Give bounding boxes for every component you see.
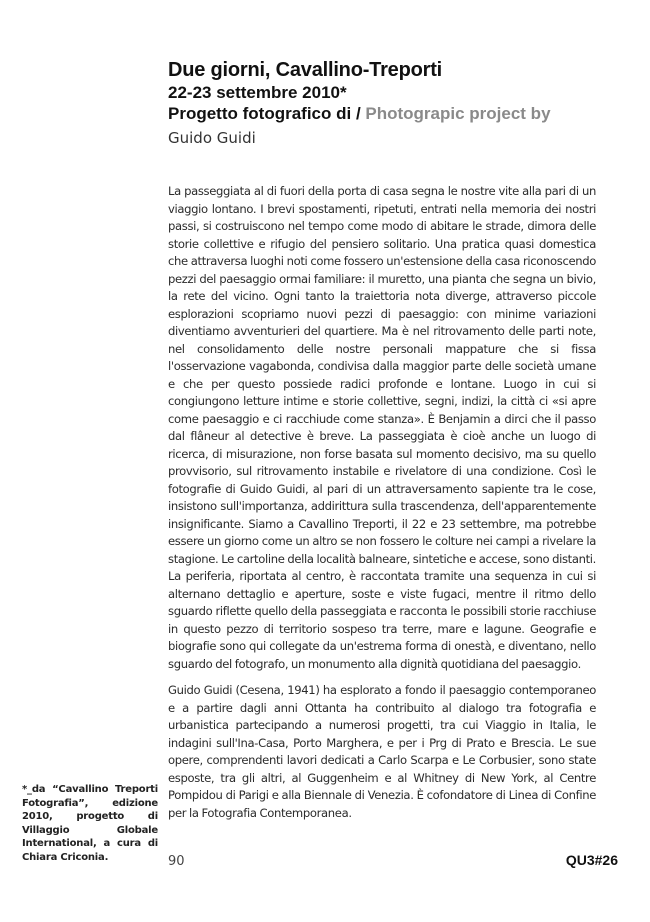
bio-text: (Cesena, 1941) ha esplorato a fondo il paesaggio contemporaneo e a partire dagli anni Ottanta ha contribuito al dialogo tra fotografia e urbanistica partecipando a numerosi progetti, tra cui Viaggio in Italia, le indagini sull'Ina-Casa, Porto Marghera, e per i Prg di Prato e Brescia. Le sue opere, comprendenti lavori dedicati a Carlo Scarpa e Le Corbusier, sono state esposte, tra gli altri, al Guggenheim e al Whitney di New York, al Centre Pompidou di Parigi e alla Biennale di Venezia. È cofondatore di Linea di Confine per la Fotografia Contemporanea. [168,683,596,820]
page-number: 90 [168,854,185,869]
author-name: Guido Guidi [168,129,256,147]
page-title: Due giorni, Cavallino-Treporti [168,59,443,81]
author-bio [168,682,596,822]
title-block [168,58,618,149]
bio-name: Guido Guidi [168,683,233,697]
project-line [168,103,618,125]
essay-body: La passeggiata al di fuori della porta di casa segna le nostre vite alla pari di un viaggio lontano. I brevi spostamenti, ripetuti, entrati nella memoria dei nostri passi, si costruiscono nel tempo come modo di abitare le strade, dimora delle storie collettive e rifugio del pensiero solitario. Una pratica quasi domestica che attraversa luoghi noti come fossero un'estensione della casa riconoscendo pezzi del paesaggio ormai familiare: il muretto, una pianta che segna un bivio, la rete del vicino. Ogni tanto la traiettoria nota diverge, attraverso piccole esplorazioni scopriamo nuovi pezzi di paesaggio: con minime variazioni diventiamo avventurieri del quartiere. Ma è nel ritrovamento delle parti note, nel consolidamento delle nostre personali mappature che si fissa l'osservazione vagabonda, condivisa dalla maggior parte delle società umane e che per questo possiede radici profonde e lontane. Luogo in cui si congiungono letture intime e storie collettive, segni, indizi, la città ci «si apre come paesaggio e ci racchiude come stanza». È Benjamin a dirci che il passo dal flâneur al detective è breve. La passeggiata è cioè anche un luogo di ricerca, di misurazione, non forse basata sul momento decisivo, ma su quello provvisorio, sul ritrovamento instabile e rivelatore di una condizione. Così le fotografie di Guido Guidi, al pari di un attraversamento sapiente tra le cose, insistono sull'importanza, addirittura sulla trascendenza, dell'apparentemente insignificante. Siamo a Cavallino Treporti, il 22 e 23 settembre, ma potrebbe essere un giorno come un altro se non fossero le colture nei campi a rivelare la stagione. Le cartoline della località balneare, sintetiche e accese, sono distanti. La periferia, riportata al centro, è raccontata tramite una sequenza in cui si alternano dettaglio e aperture, soste e viste fugaci, mentre il ritmo dello sguardo riflette quello della passeggiata e racconta le possibili storie racchiuse in questo pezzo di territorio sospeso tra terre, mare e lagune. Geografie e biografie sono qui collegate da un'estrema forma di onestà, e diventano, nello sguardo del fotografo, un monumento alla dignità quotidiana del paesaggio. [168,184,596,671]
project-label-it: Progetto fotografico di [168,104,352,123]
issue-label: QU3#26 [565,852,618,868]
project-label-en: Photograpic project by [365,104,551,123]
project-separator: / [351,104,366,123]
footnote: *_da “Cavallino Treporti Fotografia”, edizione 2010, progetto di Villaggio Globale International, a cura di Chiara Criconia. [22,784,158,863]
event-dates: 22-23 settembre 2010* [168,83,347,102]
